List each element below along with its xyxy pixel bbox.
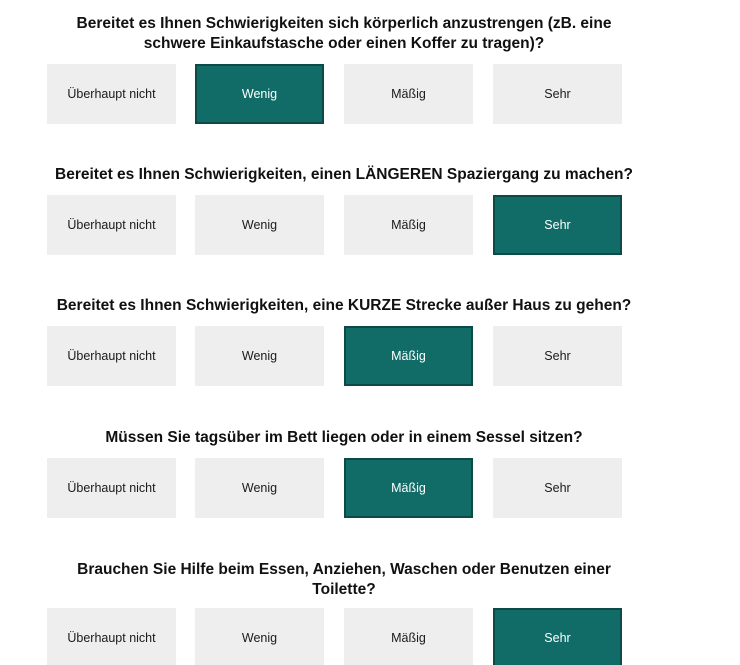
option-wenig[interactable]: Wenig xyxy=(195,64,324,124)
option-maessig[interactable]: Mäßig xyxy=(344,64,473,124)
question-4-title-line-1: Müssen Sie tagsüber im Bett liegen oder in einem Sessel sitzen? xyxy=(105,429,583,446)
option-ueberhaupt-nicht[interactable]: Überhaupt nicht xyxy=(47,608,176,665)
option-sehr[interactable]: Sehr xyxy=(493,458,622,518)
question-5-title-line-2: Toilette? xyxy=(312,581,376,598)
option-sehr[interactable]: Sehr xyxy=(493,608,622,665)
option-maessig[interactable]: Mäßig xyxy=(344,458,473,518)
option-ueberhaupt-nicht[interactable]: Überhaupt nicht xyxy=(47,326,176,386)
option-maessig[interactable]: Mäßig xyxy=(344,195,473,255)
question-3-title xyxy=(34,296,654,316)
question-3-title-line-1: Bereitet es Ihnen Schwierigkeiten, eine KURZE Strecke außer Haus zu gehen? xyxy=(56,297,632,314)
question-1-title-line-1: Bereitet es Ihnen Schwierigkeiten sich körperlich anzustrengen (zB. eine xyxy=(76,15,612,32)
question-5-title xyxy=(34,560,654,600)
option-ueberhaupt-nicht[interactable]: Überhaupt nicht xyxy=(47,64,176,124)
option-sehr[interactable]: Sehr xyxy=(493,326,622,386)
question-5-title-line-1: Brauchen Sie Hilfe beim Essen, Anziehen, Waschen oder Benutzen einer xyxy=(77,561,611,578)
question-4-title xyxy=(34,428,654,448)
option-wenig[interactable]: Wenig xyxy=(195,458,324,518)
option-sehr[interactable]: Sehr xyxy=(493,195,622,255)
question-1-title xyxy=(34,14,654,54)
option-wenig[interactable]: Wenig xyxy=(195,195,324,255)
option-maessig[interactable]: Mäßig xyxy=(344,326,473,386)
question-2-title xyxy=(34,165,654,185)
option-maessig[interactable]: Mäßig xyxy=(344,608,473,665)
question-1-title-line-2: schwere Einkaufstasche oder einen Koffer zu tragen)? xyxy=(143,35,545,52)
option-ueberhaupt-nicht[interactable]: Überhaupt nicht xyxy=(47,195,176,255)
option-sehr[interactable]: Sehr xyxy=(493,64,622,124)
option-wenig[interactable]: Wenig xyxy=(195,326,324,386)
question-2-title-line-1: Bereitet es Ihnen Schwierigkeiten, einen LÄNGEREN Spaziergang zu machen? xyxy=(55,166,633,183)
option-wenig[interactable]: Wenig xyxy=(195,608,324,665)
option-ueberhaupt-nicht[interactable]: Überhaupt nicht xyxy=(47,458,176,518)
